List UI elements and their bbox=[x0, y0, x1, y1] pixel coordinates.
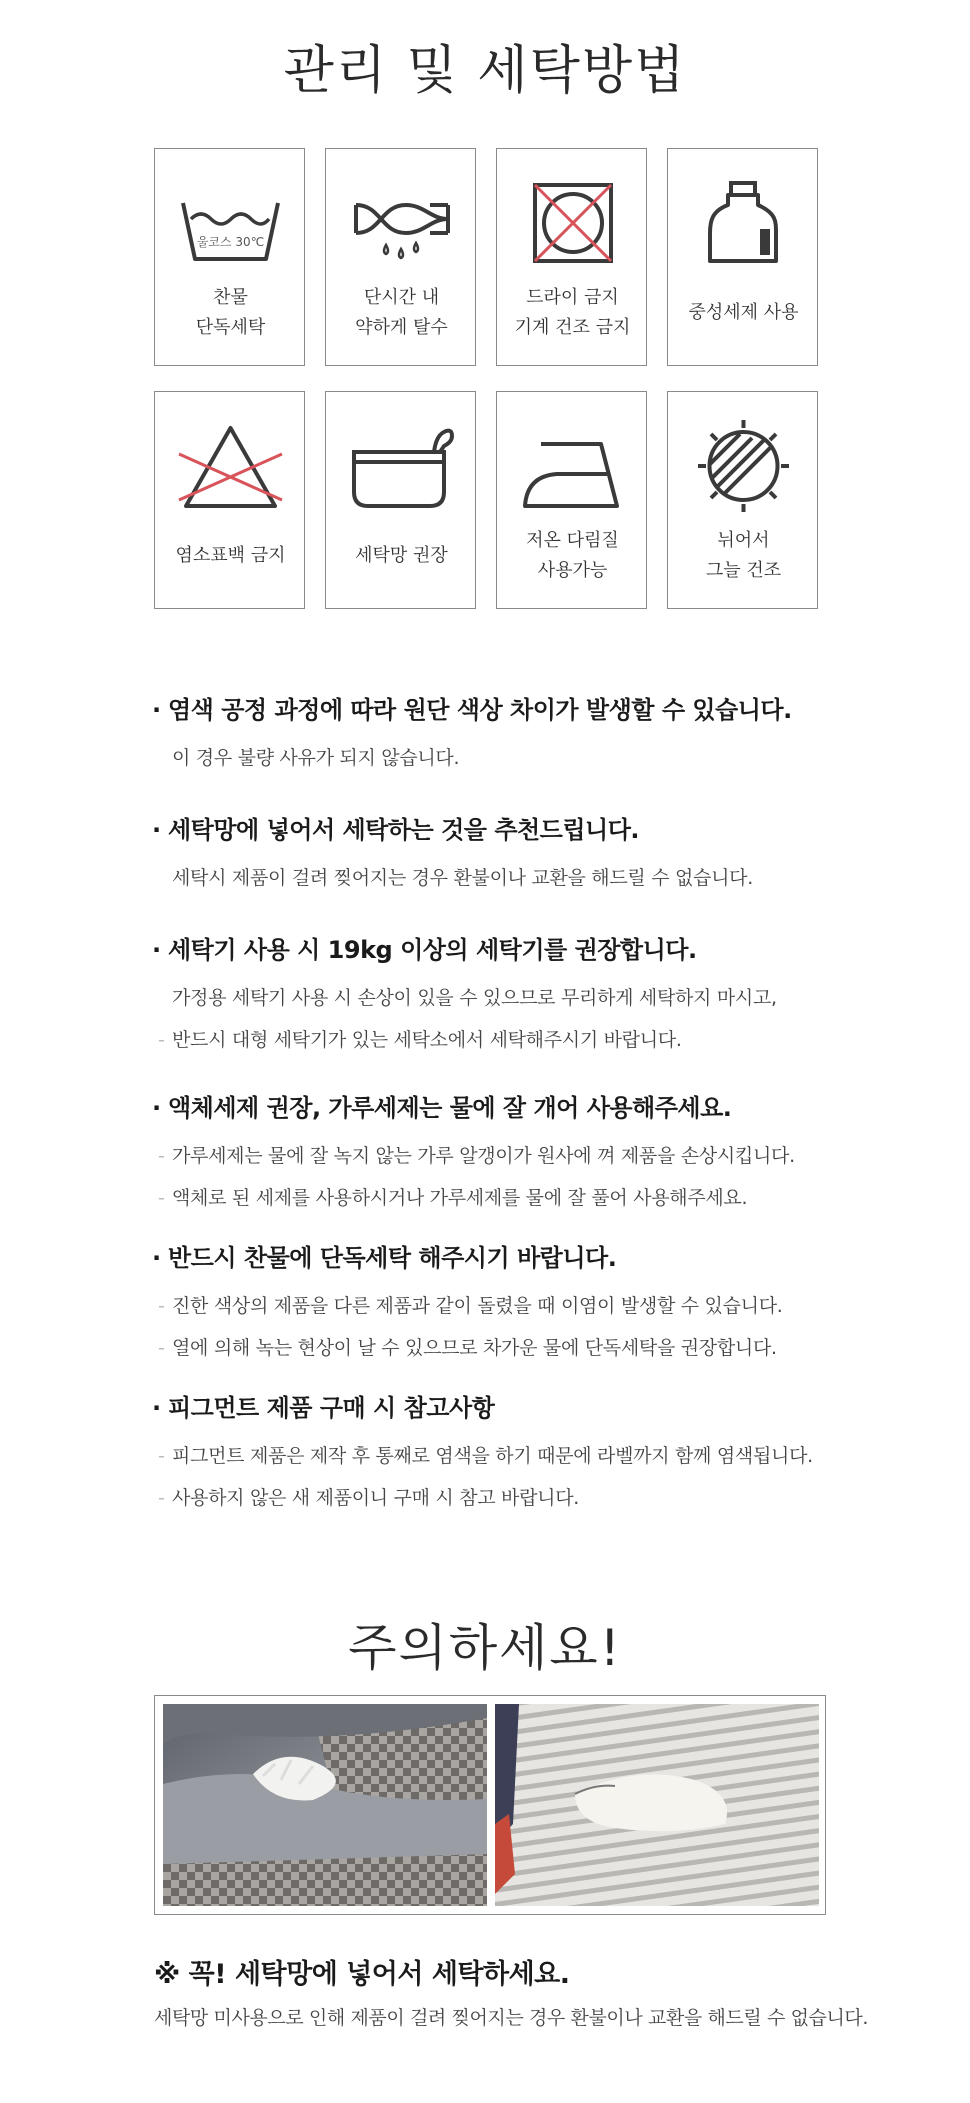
wring-gently-icon bbox=[326, 163, 477, 273]
care-label-line: 사용가능 bbox=[537, 560, 608, 581]
care-card-no-bleach bbox=[154, 391, 305, 609]
warning-heading: ※ 꼭! 세탁망에 넣어서 세탁하세요. bbox=[154, 1959, 570, 1990]
detergent-bottle-icon bbox=[668, 163, 819, 273]
note-item: · 피그먼트 제품 구매 시 참고사항 - 피그먼트 제품은 제작 후 통째로 염색을 하기 때문에 라벨까지 함께 염색됩니다. - 사용하지 않은 새 제품이니 구매 시 참고 바랍니다. bbox=[152, 1388, 852, 1519]
note-title: 세탁망에 넣어서 세탁하는 것을 추천드립니다. bbox=[168, 816, 640, 844]
note-line: 가정용 세탁기 사용 시 손상이 있을 수 있으므로 무리하게 세탁하지 마시고, bbox=[172, 987, 777, 1009]
low-iron-icon bbox=[497, 406, 648, 516]
note-line: - 진한 색상의 제품을 다른 제품과 같이 돌렸을 때 이염이 발생할 수 있습니다. bbox=[172, 1285, 852, 1327]
care-label-line: 중성세제 사용 bbox=[688, 302, 799, 323]
note-line: - 액체로 된 세제를 사용하시거나 가루세제를 물에 잘 풀어 사용해주세요. bbox=[172, 1177, 852, 1219]
note-title: 액체세제 권장, 가루세제는 물에 잘 개어 사용해주세요. bbox=[168, 1094, 732, 1122]
care-label bbox=[326, 281, 477, 345]
care-label-line: 단독세탁 bbox=[195, 317, 266, 338]
damage-photos bbox=[154, 1695, 826, 1915]
note-title: 반드시 찬물에 단독세탁 해주시기 바랍니다. bbox=[168, 1244, 617, 1272]
caution-title: 주의하세요! bbox=[348, 1619, 622, 1677]
care-title: 관리 및 세탁방법 bbox=[283, 41, 687, 101]
laundry-net-icon bbox=[326, 406, 477, 516]
care-label-line: 단시간 내 bbox=[363, 287, 440, 308]
note-item: · 염색 공정 과정에 따라 원단 색상 차이가 발생할 수 있습니다. 이 경우 불량 사유가 되지 않습니다. bbox=[152, 690, 852, 779]
care-card-net bbox=[325, 391, 476, 609]
no-bleach-icon bbox=[155, 406, 306, 516]
note-line: - 열에 의해 녹는 현상이 날 수 있으므로 차가운 물에 단독세탁을 권장합니다. bbox=[172, 1327, 852, 1369]
note-line: - 반드시 대형 세탁기가 있는 세탁소에서 세탁해주시기 바랍니다. bbox=[172, 1019, 852, 1061]
care-card-shade bbox=[667, 391, 818, 609]
note-line: - 사용하지 않은 새 제품이니 구매 시 참고 바랍니다. bbox=[172, 1477, 852, 1519]
care-label-line: 저온 다림질 bbox=[526, 530, 619, 551]
care-label bbox=[326, 524, 477, 588]
care-label-line: 드라이 금지 bbox=[526, 287, 619, 308]
wash-tub-30-icon bbox=[155, 163, 306, 273]
care-label bbox=[497, 281, 648, 345]
note-item: · 반드시 찬물에 단독세탁 해주시기 바랍니다. - 진한 색상의 제품을 다른 제품과 같이 돌렸을 때 이염이 발생할 수 있습니다. - 열에 의해 녹는 현상이 날 수 있으므로 차가운 물에 단독세탁을 권장합니다. bbox=[152, 1238, 852, 1369]
care-card-iron bbox=[496, 391, 647, 609]
care-label bbox=[155, 524, 306, 588]
note-line: - 가루세제는 물에 잘 녹지 않는 가루 알갱이가 원사에 껴 제품을 손상시킵니다. bbox=[172, 1135, 852, 1177]
no-tumble-dry-icon bbox=[497, 163, 648, 273]
care-label-line: 염소표백 금지 bbox=[175, 545, 286, 566]
care-card-wring bbox=[325, 148, 476, 366]
note-title: 세탁기 사용 시 19kg 이상의 세탁기를 권장합니다. bbox=[168, 936, 697, 964]
torn-blanket-photo bbox=[163, 1704, 487, 1906]
care-label-line: 찬물 bbox=[213, 287, 248, 308]
note-line: 세탁시 제품이 걸려 찢어지는 경우 환불이나 교환을 해드릴 수 없습니다. bbox=[172, 867, 753, 889]
care-card-detergent bbox=[667, 148, 818, 366]
note-item: · 세탁기 사용 시 19kg 이상의 세탁기를 권장합니다. 가정용 세탁기 사용 시 손상이 있을 수 있으므로 무리하게 세탁하지 마시고, - 반드시 대형 세탁기가 있는 세탁소에서 세탁해주시기 바랍니다. bbox=[152, 930, 852, 1061]
note-line: - 피그먼트 제품은 제작 후 통째로 염색을 하기 때문에 라벨까지 함께 염색됩니다. bbox=[172, 1435, 852, 1477]
care-label-line: 약하게 탈수 bbox=[355, 317, 448, 338]
note-item: · 액체세제 권장, 가루세제는 물에 잘 개어 사용해주세요. - 가루세제는 물에 잘 녹지 않는 가루 알갱이가 원사에 껴 제품을 손상시킵니다. - 액체로 된 세제를 사용하시거나 가루세제를 물에 잘 풀어 사용해주세요. bbox=[152, 1088, 852, 1219]
care-label bbox=[497, 524, 648, 588]
torn-pillow-photo bbox=[495, 1704, 819, 1906]
wash-temp-badge: 울코스 30℃ bbox=[196, 235, 265, 249]
warning-text: 세탁망 미사용으로 인해 제품이 걸려 찢어지는 경우 환불이나 교환을 해드릴 수 없습니다. bbox=[154, 2007, 869, 2029]
care-label-line: 기계 건조 금지 bbox=[514, 317, 631, 338]
care-label-line: 세탁망 권장 bbox=[355, 545, 448, 566]
care-label bbox=[668, 524, 819, 588]
care-label-line: 뉘어서 bbox=[717, 530, 770, 551]
care-label bbox=[668, 281, 819, 345]
care-label-line: 그늘 건조 bbox=[705, 560, 782, 581]
note-title: 피그먼트 제품 구매 시 참고사항 bbox=[168, 1394, 495, 1422]
note-line: 이 경우 불량 사유가 되지 않습니다. bbox=[172, 747, 460, 769]
note-title: 염색 공정 과정에 따라 원단 색상 차이가 발생할 수 있습니다. bbox=[168, 696, 792, 724]
care-card-wash bbox=[154, 148, 305, 366]
shade-dry-icon bbox=[668, 406, 819, 516]
care-card-no-dry bbox=[496, 148, 647, 366]
care-label bbox=[155, 281, 306, 345]
note-item: · 세탁망에 넣어서 세탁하는 것을 추천드립니다. 세탁시 제품이 걸려 찢어지는 경우 환불이나 교환을 해드릴 수 없습니다. bbox=[152, 810, 852, 899]
